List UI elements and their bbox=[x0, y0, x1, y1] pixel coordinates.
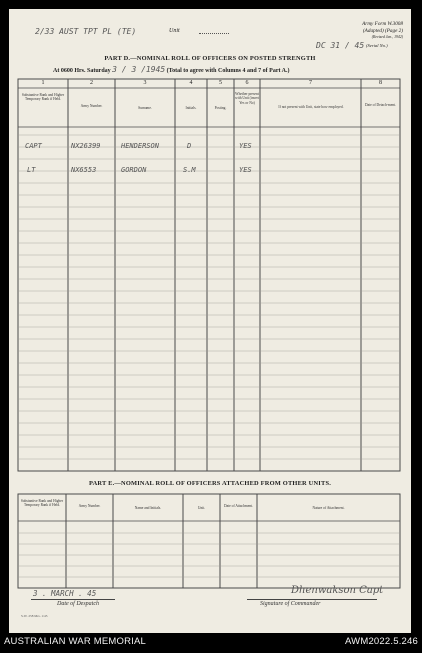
col-num-5: 5 bbox=[219, 80, 222, 86]
row2-number: NX6553 bbox=[71, 166, 97, 174]
row1-rank: CAPT bbox=[25, 142, 42, 150]
serial-value: DC 31 / 45 bbox=[316, 41, 365, 50]
row1-surname: HENDERSON bbox=[121, 142, 159, 150]
part-d-title: PART D.—NOMINAL ROLL OF OFFICERS ON POSTED STRENGTH bbox=[104, 55, 316, 62]
despatch-line bbox=[31, 599, 115, 600]
e-col-header-date: Date of Attachment. bbox=[223, 504, 254, 508]
footer-accession: AWM2022.5.246 bbox=[344, 636, 418, 647]
commander-signature: Dhenwakson Capt bbox=[291, 585, 384, 596]
col-num-3: 3 bbox=[143, 80, 147, 86]
row2-rank: LT bbox=[27, 166, 36, 174]
col-num-6: 6 bbox=[245, 80, 249, 86]
part-e-title: PART E.—NOMINAL ROLL OF OFFICERS ATTACHED FROM OTHER UNITS. bbox=[88, 480, 331, 487]
form-ref-1: Army Form W.3008 bbox=[362, 21, 403, 27]
form-ref-2: (Adapted) (Page 2) bbox=[362, 28, 403, 34]
row2-present: YES bbox=[239, 166, 252, 174]
part-d-grid bbox=[9, 9, 411, 633]
col-header-initials: Initials. bbox=[185, 106, 197, 110]
subtitle-year-digit: 5 bbox=[160, 65, 166, 74]
commander-label: Signature of Commander bbox=[260, 601, 321, 607]
subtitle-suffix: (Total to agree with Columns 4 and 7 of Part A.) bbox=[166, 68, 290, 74]
col-header-army-number: Army Number. bbox=[80, 104, 103, 108]
col-num-7: 7 bbox=[309, 80, 312, 86]
print-ref: S.W. 258 Mrs. 1/45 bbox=[21, 614, 48, 618]
unit-value: 2/33 AUST TPT PL (TE) bbox=[35, 27, 137, 36]
col-num-1: 1 bbox=[41, 80, 45, 86]
despatch-date-value: 3 . MARCH . 45 bbox=[33, 589, 97, 598]
col-header-rank: Substantive Rank and Higher Temporary Rank if Held. bbox=[21, 93, 65, 102]
col-header-present: Whether present with Unit (insert Yes or No) bbox=[235, 92, 259, 105]
row2-initials: S.M bbox=[183, 166, 196, 174]
col-header-detachment: Date of Detach-ment. bbox=[364, 103, 397, 107]
col-header-surname: Surname. bbox=[138, 106, 152, 110]
unit-label: Unit bbox=[169, 28, 180, 34]
e-col-header-unit: Unit. bbox=[197, 506, 206, 510]
col-header-employment: If not present with Unit, state how employed. bbox=[278, 105, 344, 109]
footer-institution: AUSTRALIAN WAR MEMORIAL bbox=[4, 636, 147, 647]
col-num-8: 8 bbox=[379, 80, 382, 86]
form-page bbox=[9, 9, 411, 633]
subtitle-date: 3 / 3 /194 bbox=[112, 65, 161, 74]
row2-surname: GORDON bbox=[121, 166, 147, 174]
row1-initials: D bbox=[187, 142, 192, 150]
col-num-4: 4 bbox=[189, 80, 193, 86]
col-num-2: 2 bbox=[90, 80, 93, 86]
commander-line bbox=[247, 599, 377, 600]
serial-label: (Serial No.) bbox=[366, 43, 388, 48]
col-header-posting: Posting. bbox=[214, 106, 227, 110]
e-col-header-nature: Nature of Attachment. bbox=[312, 506, 345, 510]
e-col-header-army-number: Army Number. bbox=[78, 504, 101, 508]
e-col-header-name: Name and Initials. bbox=[134, 506, 162, 510]
subtitle-prefix: At 0600 Hrs. Saturday bbox=[53, 68, 111, 74]
e-col-header-rank: Substantive Rank and Higher Temporary Rank if Held. bbox=[20, 499, 64, 508]
despatch-label: Date of Despatch bbox=[57, 601, 99, 607]
form-ref-3: (Revised Jan., 1942) bbox=[371, 35, 403, 39]
row1-present: YES bbox=[239, 142, 252, 150]
row1-number: NX26399 bbox=[71, 142, 101, 150]
